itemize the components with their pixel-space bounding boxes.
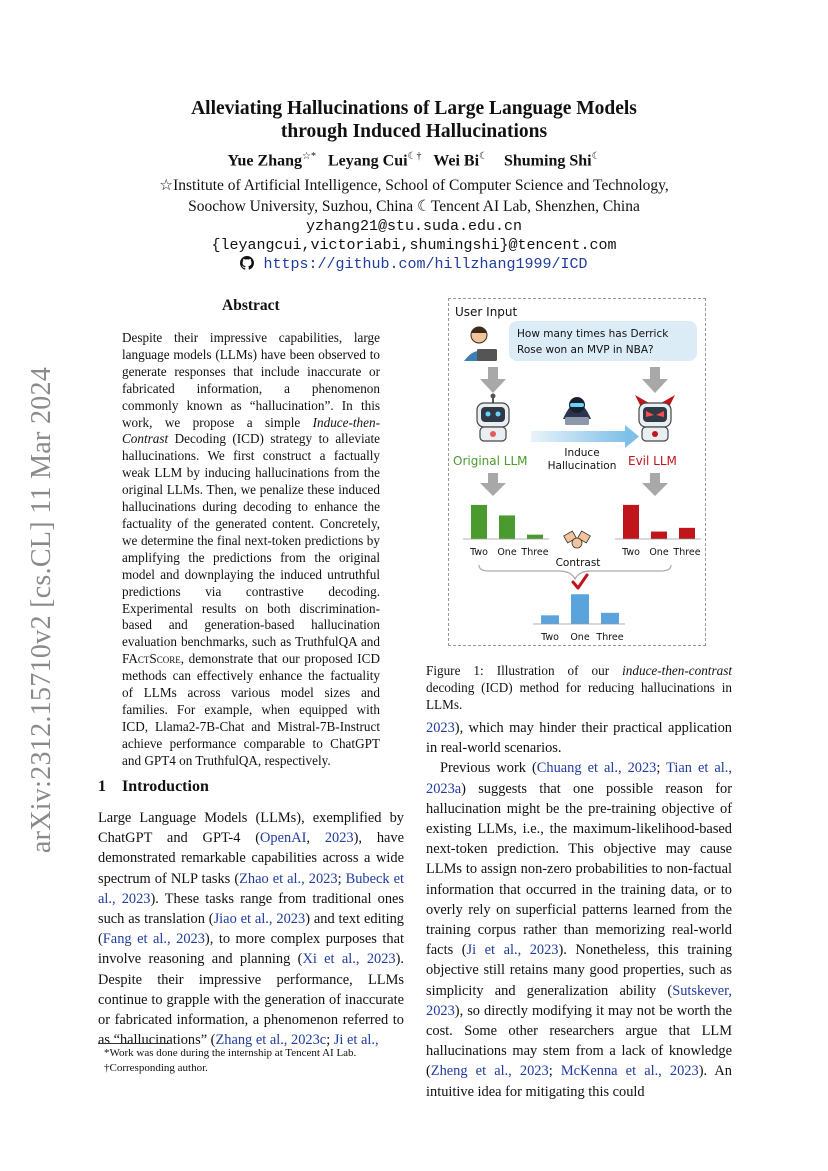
paper-title-line-1: Alleviating Hallucinations of Large Language Models bbox=[191, 98, 637, 119]
question-line-1: How many times has Derrick bbox=[517, 328, 669, 340]
author-name: Leyang Cui bbox=[327, 152, 408, 170]
induce-label-line-1: Induce bbox=[564, 447, 600, 459]
email-line-1[interactable]: yzhang21@stu.suda.edu.cn bbox=[305, 218, 523, 235]
paper-title-line-2: through Induced Hallucinations bbox=[280, 121, 548, 142]
footnotes bbox=[104, 1046, 424, 1076]
github-icon bbox=[240, 256, 254, 270]
evil-llm-label: Evil LLM bbox=[628, 454, 677, 468]
author-name: Wei Bi bbox=[433, 152, 480, 170]
section-heading bbox=[98, 778, 209, 796]
down-arrow-icon bbox=[480, 473, 506, 496]
citation-link[interactable]: Zheng et al., 2023 bbox=[430, 1063, 549, 1080]
bar-1-two bbox=[623, 505, 639, 539]
citation-link[interactable]: Ji et al., bbox=[333, 1032, 379, 1049]
section-number: 1 bbox=[98, 778, 106, 795]
intro-right-column: 2023), which may hinder their practical application in real-world scenarios. Previous work (Chuang et al., 2023; Tian et al., 2023a) suggests that one possible reason for hallucination might be the pre-training objective of existing LLMs, i.e., the maximum-likelihood-based next-token prediction. This objective may cause LLMs to assign non-zero probabilities to non-factual information that occurred in the training data, or to overly rely on superficial patterns learned from the training corpus rather than memorizing real-world facts (Ji et al., 2023). Nonetheless, this training objective still retains many good properties, such as simplicity and generalization ability (Sutskever, 2023), so directly modifying it may not be worth the cost. Some other researchers argue that LLM hallucinations may stem from a lack of knowledge (Zheng et al., 2023; McKenna et al., 2023). An intuitive idea for mitigating this could bbox=[426, 720, 733, 1100]
citation-link[interactable]: Xi et al., 2023 bbox=[302, 951, 396, 968]
intro-paragraph: Large Language Models (LLMs), exemplified by ChatGPT and GPT-4 (OpenAI, 2023), have demonstrated remarkable capabilities across a wide spectrum of NLP tasks (Zhao et al., 2023; Bubeck et al., 2023). These tasks range from traditional ones such as translation (Jiao et al., 2023) and text editing (Fang et al., 2023), to more complex purposes that involve reasoning and planning (Xi et al., 2023). Despite their impressive performance, LLMs continue to grapple with the generation of inaccurate or fabricated information, a phenomenon referred to as “hallucinations” (Zhang et al., 2023c; Ji et al., bbox=[98, 810, 405, 1049]
citation-link[interactable]: Sutskever, 2023 bbox=[426, 982, 732, 1019]
tick-label-2-three: Three bbox=[596, 632, 624, 643]
github-url[interactable]: https://github.com/hillzhang1999/ICD bbox=[263, 256, 588, 273]
bar-1-three bbox=[679, 528, 695, 539]
author-mark: ☾ bbox=[591, 151, 601, 162]
method-name: Induce-then-Contrast bbox=[122, 414, 380, 447]
original-llm-label: Original LLM bbox=[453, 454, 528, 468]
induce-arrow-icon bbox=[531, 425, 639, 448]
bar-1-one bbox=[651, 532, 667, 539]
contrast-label: Contrast bbox=[555, 557, 601, 569]
affiliation-line-1: ☆Institute of Artificial Intelligence, School of Computer Science and Technology, bbox=[159, 177, 669, 194]
induce-label-line-2: Hallucination bbox=[547, 460, 617, 472]
hacker-icon bbox=[563, 397, 591, 425]
bar-2-two bbox=[541, 615, 559, 624]
tick-label-1-two: Two bbox=[622, 547, 640, 558]
user-input-label: User Input bbox=[455, 305, 518, 319]
footnote-internship: *Work was done during the internship at Tencent AI Lab. bbox=[104, 1047, 357, 1059]
down-arrow-icon bbox=[642, 473, 668, 496]
citation-link[interactable]: Chuang et al., 2023 bbox=[536, 760, 657, 777]
citation-link[interactable]: Ji et al., 2023 bbox=[466, 942, 559, 959]
abstract-body: Despite their impressive capabilities, large language models (LLMs) have been observed to generate responses that include inaccurate or fabricated information, a phenomenon commonly known as “hallucination”. In this work, we propose a simple Induce-then-Contrast Decoding (ICD) strategy to alleviate hallucinations. We first construct a factually weak LLM by inducing hallucinations from the original LLMs. Then, we penalize these induced hallucinations during decoding to enhance the factuality of the generated content. Concretely, we determine the final next-token predictions by amplifying the predictions from the original model and downplaying the induced untruthful predictions via contrastive decoding. Experimental results on both discrimination-based and generation-based hallucination evaluation benchmarks, such as TruthfulQA and FActScore, demonstrate that our proposed ICD methods can effectively enhance the factuality of LLMs across various model sizes and families. For example, when equipped with ICD, Llama2-7B-Chat and Mistral-7B-Instruct achieve performance comparable to ChatGPT and GPT4 on TruthfulQA, respectively. bbox=[122, 330, 380, 768]
tick-label-0-one: One bbox=[497, 547, 517, 558]
citation-link[interactable]: 2023 bbox=[324, 830, 354, 847]
tick-label-0-three: Three bbox=[521, 547, 549, 558]
benchmark-name: FActScore bbox=[122, 651, 181, 667]
bar-2-one bbox=[571, 594, 589, 624]
evil-robot-icon bbox=[635, 395, 675, 441]
author-name: Shuming Shi bbox=[503, 152, 592, 170]
citation-link[interactable]: Jiao et al., 2023 bbox=[213, 911, 306, 928]
bar-0-three bbox=[527, 535, 543, 539]
github-link-row[interactable] bbox=[0, 255, 828, 275]
citation-link[interactable]: OpenAI bbox=[260, 830, 307, 847]
affiliation-line-2: Soochow University, Suzhou, China ☾Tencent AI Lab, Shenzhen, China bbox=[188, 198, 640, 215]
citation-link[interactable]: Bubeck et al., 2023 bbox=[98, 870, 404, 907]
author-mark: ☾ bbox=[479, 151, 488, 162]
bar-0-one bbox=[499, 515, 515, 539]
citation-link[interactable]: 2023 bbox=[426, 720, 455, 736]
bar-0-two bbox=[471, 505, 487, 539]
bar-2-three bbox=[601, 613, 619, 624]
section-title: Introduction bbox=[122, 778, 209, 795]
author-mark: ☾† bbox=[407, 151, 422, 162]
down-arrow-icon bbox=[642, 367, 668, 393]
question-line-2: Rose won an MVP in NBA? bbox=[517, 344, 654, 356]
citation-link[interactable]: Zhao et al., 2023 bbox=[239, 870, 338, 887]
citation-link[interactable]: Tian et al., 2023a bbox=[426, 760, 732, 797]
citation-link[interactable]: McKenna et al., 2023 bbox=[560, 1063, 699, 1080]
user-avatar-icon bbox=[464, 327, 497, 361]
figure-caption: Figure 1: Illustration of our induce-then-contrast decoding (ICD) method for reducing hallucinations in LLMs. bbox=[426, 663, 732, 713]
figure-1 bbox=[448, 298, 706, 646]
tick-label-2-two: Two bbox=[541, 632, 559, 643]
down-arrow-icon bbox=[480, 367, 506, 393]
tick-label-0-two: Two bbox=[470, 547, 488, 558]
footnote-rule bbox=[98, 1043, 170, 1044]
author-mark: ☆* bbox=[302, 151, 316, 162]
handshake-icon bbox=[564, 531, 591, 548]
arxiv-identifier: arXiv:2312.15710v2 [cs.CL] 11 Mar 2024 bbox=[26, 366, 57, 854]
checkmark-icon bbox=[573, 575, 587, 588]
email-line-2[interactable]: {leyangcui,victoriabi,shumingshi}@tencent.com bbox=[211, 237, 617, 254]
citation-link[interactable]: Fang et al., 2023 bbox=[102, 931, 205, 948]
author-name: Yue Zhang bbox=[227, 152, 302, 170]
figure-illustration bbox=[449, 299, 705, 645]
author-list bbox=[0, 151, 828, 170]
robot-icon bbox=[477, 394, 509, 442]
tick-label-1-three: Three bbox=[673, 547, 701, 558]
citation-link[interactable]: Zhang et al., 2023c bbox=[215, 1032, 327, 1049]
tick-label-1-one: One bbox=[649, 547, 669, 558]
footnote-corresponding: †Corresponding author. bbox=[104, 1062, 208, 1074]
abstract-heading: Abstract bbox=[222, 297, 280, 314]
tick-label-2-one: One bbox=[570, 632, 590, 643]
